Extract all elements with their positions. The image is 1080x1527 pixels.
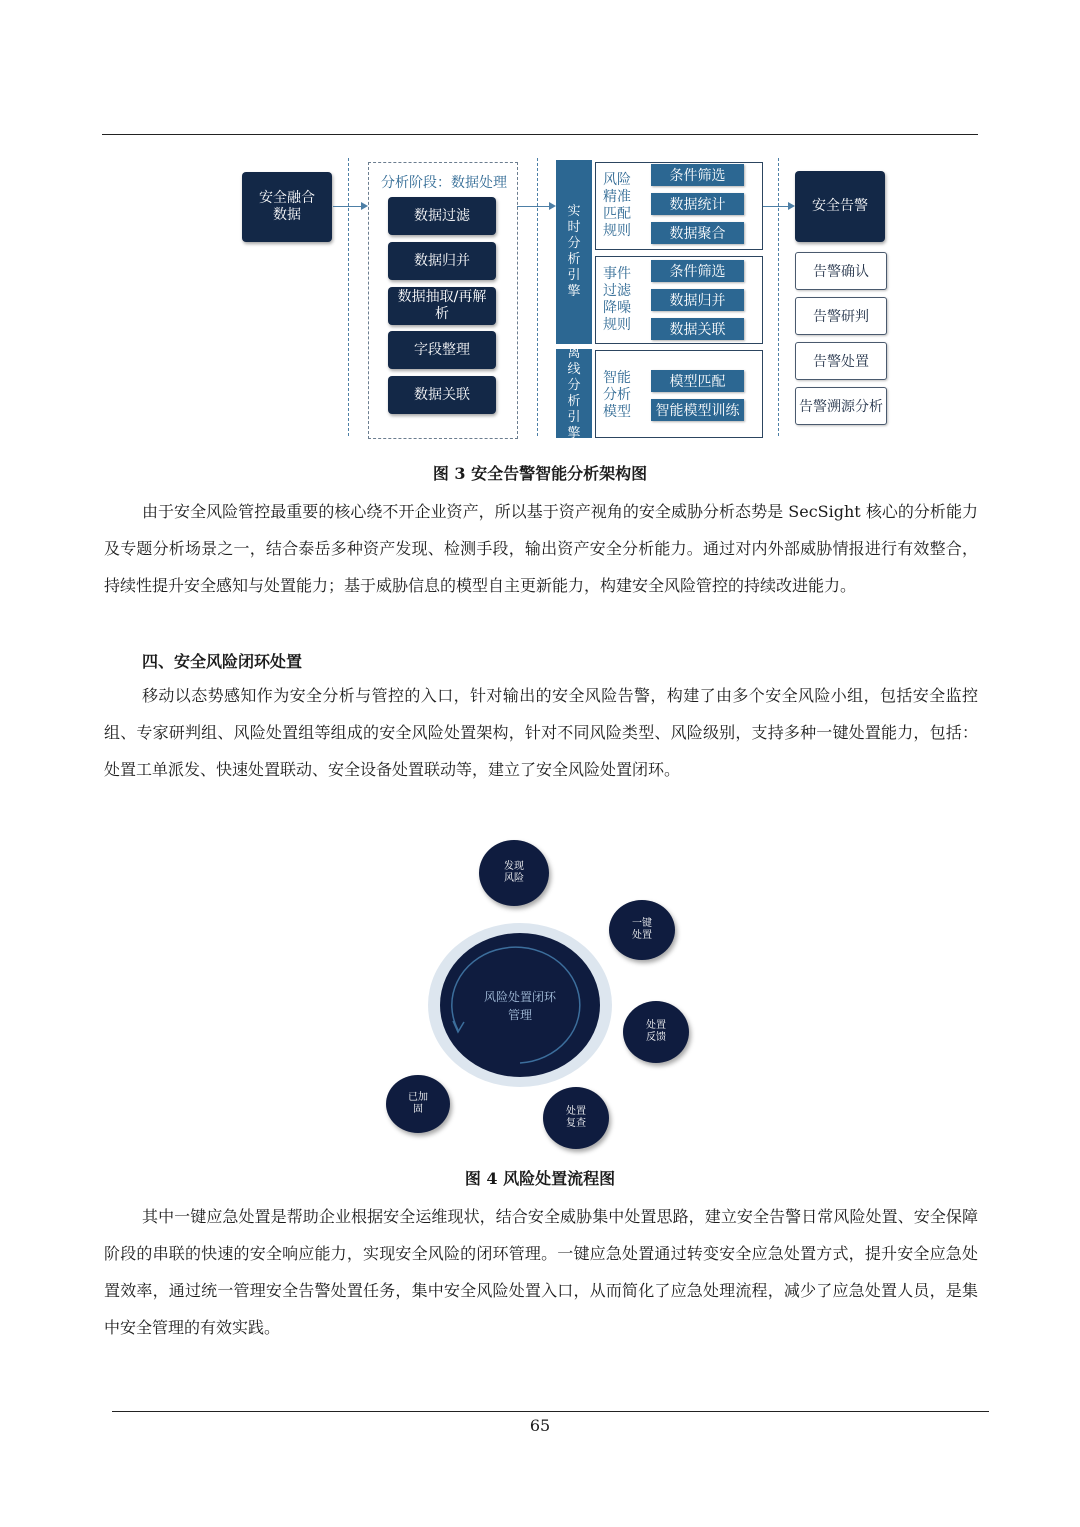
body-paragraph: 由于安全风险管控最重要的核心绕不开企业资产，所以基于资产视角的安全威胁分析态势是 SecSight 核心的分析能力及专题分析场景之一，结合泰岳多种资产发现、检测手段，输出资产安全分析能力。通过对内外部威胁情报进行有效整合，持续性提升安全感知与处置能力；基于威胁信息的模型自主更新能力，构建安全风险管控的持续改进能力。 [104,502,978,595]
alert-action: 告警确认 [795,252,887,290]
security-alert-box: 安全告警 [795,171,885,242]
node-hardened: 已加 固 [386,1075,450,1133]
offline-engine-bar: 离 线 分 析 引 擎 [556,349,592,438]
node-discover-risk: 发现 风险 [479,840,549,906]
body-paragraph: 其中一键应急处置是帮助企业根据安全运维现状，结合安全威胁集中处置思路，建立安全告警日常风险处置、安全保障阶段的串联的快速的安全响应能力，实现安全风险的闭环管理。一键应急处置通过转变安全应急处置方式，提升安全应急处置效率，通过统一管理安全告警处置任务，集中安全风险处置入口，从而简化了应急处理流程，减少了应急处置人员，是集中安全管理的有效实践。 [104,1207,978,1337]
header-rule [102,134,978,135]
node-action-feedback: 处置 反馈 [623,1001,689,1063]
footer-rule [112,1411,989,1412]
flow-arrow [762,206,793,207]
node-action-review: 处置 复查 [543,1087,609,1149]
rule-item: 数据聚合 [651,222,744,244]
rule-item: 数据统计 [651,193,744,215]
step-data-correlate: 数据关联 [388,376,496,414]
step-field-organize: 字段整理 [388,331,496,369]
source-data-box: 安全融合 数据 [242,172,332,242]
step-data-extract: 数据抽取/再解 析 [388,287,496,325]
model-item: 模型匹配 [651,370,744,392]
node-one-click-action: 一键 处置 [609,900,675,960]
rule-item: 数据关联 [651,318,744,340]
page-number: 65 [529,1416,551,1435]
loop-center-label: 风险处置闭环 管理 [483,990,556,1022]
rule-item: 条件筛选 [651,260,744,282]
section-heading: 四、安全风险闭环处置 [142,652,303,671]
stage-title: 分析阶段：数据处理 [381,175,507,191]
divider-line [537,158,538,436]
alert-action: 告警处置 [795,342,887,380]
realtime-engine-bar: 实 时 分 析 引 擎 [556,160,592,344]
rule-item: 数据归并 [651,289,744,311]
figure-4-caption: 图 4 风险处置流程图 [464,1169,616,1188]
divider-line [778,158,779,436]
alert-action: 告警研判 [795,297,887,335]
step-data-filter: 数据过滤 [388,197,496,235]
body-paragraph: 移动以态势感知作为安全分析与管控的入口，针对输出的安全风险告警，构建了由多个安全风险小组，包括安全监控组、专家研判组、风险处置组等组成的安全风险处置架构，针对不同风险类型、风险级别，支持多种一键处置能力，包括：处置工单派发、快速处置联动、安全设备处置联动等，建立了安全风险处置闭环。 [104,686,978,779]
flow-arrow [333,206,366,207]
flow-arrow [517,206,554,207]
rule-group-label: 事件 过滤 降噪 规则 [603,266,631,333]
model-item: 智能模型训练 [651,399,744,421]
rule-group-label: 风险 精准 匹配 规则 [603,172,631,239]
figure-3-caption: 图 3 安全告警智能分析架构图 [432,464,648,483]
alert-action: 告警溯源分析 [795,387,887,425]
rule-item: 条件筛选 [651,164,744,186]
model-group-label: 智能 分析 模型 [603,370,631,420]
divider-line [348,158,349,436]
step-data-merge: 数据归并 [388,242,496,280]
